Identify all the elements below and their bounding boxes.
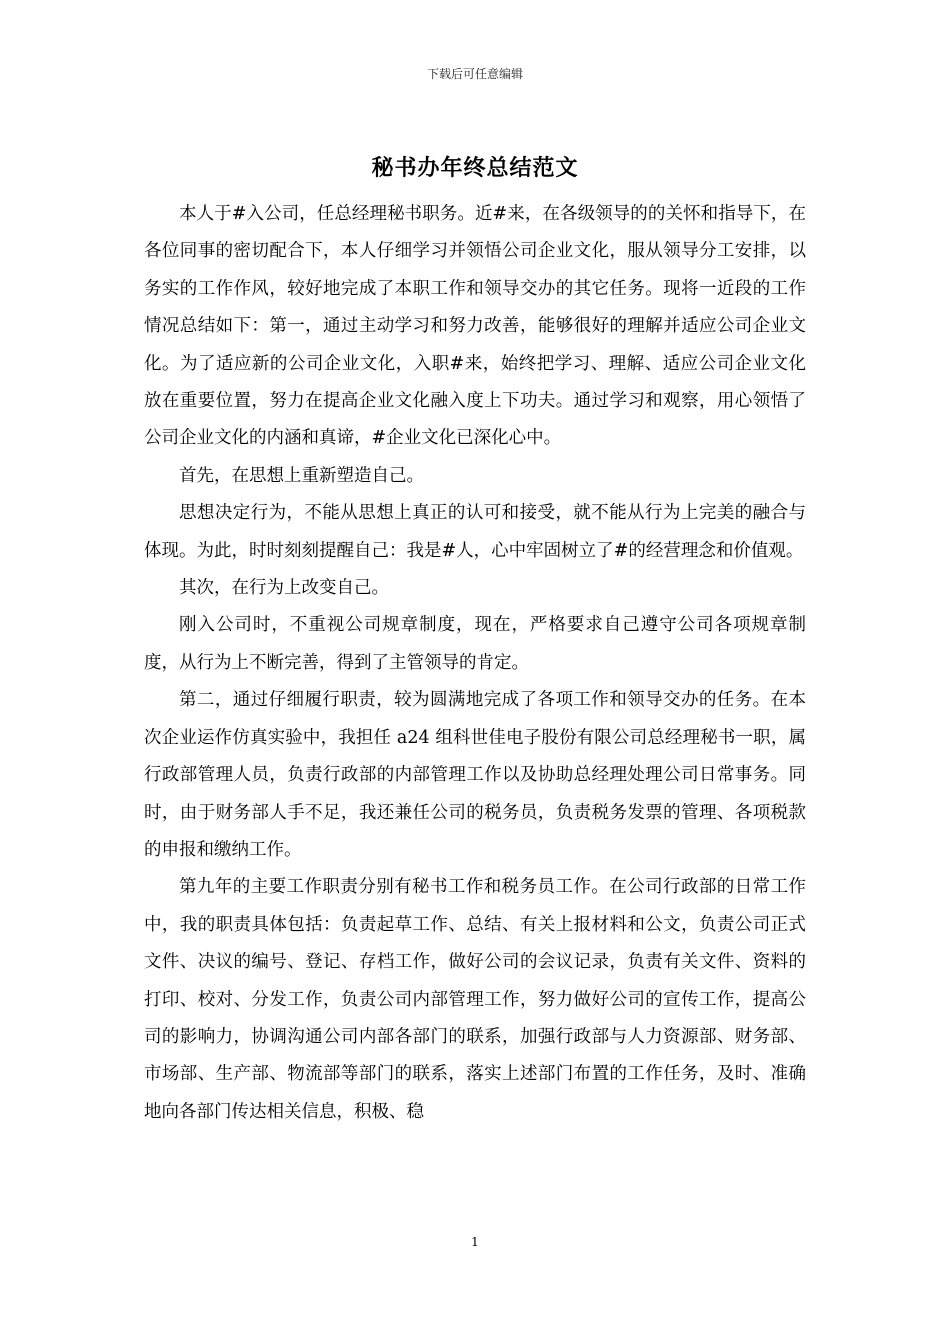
header-note: 下载后可任意编辑 — [426, 67, 523, 81]
paragraph: 第二，通过仔细履行职责，较为圆满地完成了各项工作和领导交办的任务。在本次企业运作仿真实验中，我担任 a24 组科世佳电子股份有限公司总经理秘书一职，属行政部管理人员，负责行政部的内部管理工作以及协助总经理处理公司日常事务。同时，由于财务部人手不足，我还兼任公司的税务员，负责税务发票的管理、各项税款的申报和缴纳工作。 — [144, 690, 806, 860]
paragraph: 首先，在思想上重新塑造自己。 — [179, 465, 424, 486]
paragraph: 第九年的主要工作职责分别有秘书工作和税务员工作。在公司行政部的日常工作中，我的职责具体包括：负责起草工作、总结、有关上报材料和公文，负责公司正式文件、决议的编号、登记、存档工作，做好公司的会议记录，负责有关文件、资料的打印、校对、分发工作，负责公司内部管理工作，努力做好公司的宣传工作，提高公司的影响力，协调沟通公司内部各部门的联系，加强行政部与人力资源部、财务部、市场部、生产部、物流部等部门的联系，落实上述部门布置的工作任务，及时、准确地向各部门传达相关信息，积极、稳 — [144, 877, 806, 1122]
paragraph: 其次，在行为上改变自己。 — [179, 578, 389, 599]
document-title: 秘书办年终总结范文 — [371, 155, 579, 181]
document-body — [144, 196, 806, 1131]
paragraph: 刚入公司时，不重视公司规章制度，现在，严格要求自己遵守公司各项规章制度，从行为上不断完善，得到了主管领导的肯定。 — [144, 615, 806, 673]
paragraph: 本人于#入公司，任总经理秘书职务。近#来，在各级领导的的关怀和指导下，在各位同事的密切配合下，本人仔细学习并领悟公司企业文化，服从领导分工安排，以务实的工作作风，较好地完成了本职工作和领导交办的其它任务。现将一近段的工作情况总结如下：第一，通过主动学习和努力改善，能够很好的理解并适应公司企业文化。为了适应新的公司企业文化，入职#来，始终把学习、理解、适应公司企业文化放在重要位置，努力在提高企业文化融入度上下功夫。通过学习和观察，用心领悟了公司企业文化的内涵和真谛，#企业文化已深化心中。 — [144, 204, 806, 449]
page-number: 1 — [471, 1235, 479, 1249]
paragraph: 思想决定行为，不能从思想上真正的认可和接受，就不能从行为上完美的融合与体现。为此，时时刻刻提醒自己：我是#人，心中牢固树立了#的经营理念和价值观。 — [144, 503, 806, 561]
